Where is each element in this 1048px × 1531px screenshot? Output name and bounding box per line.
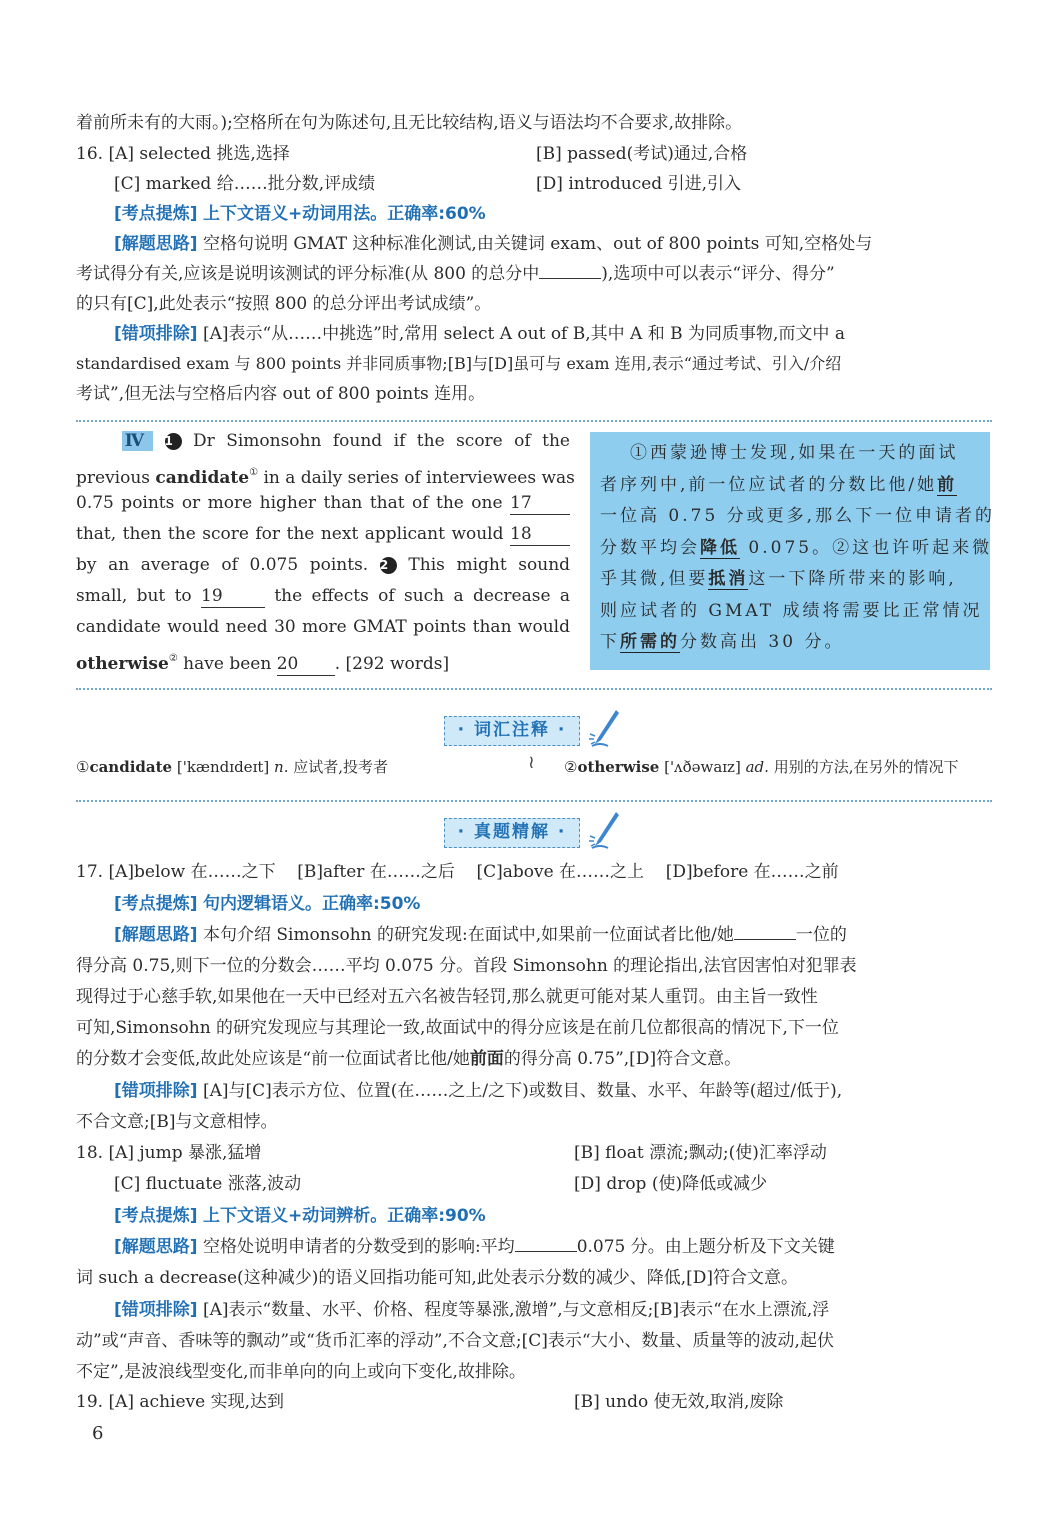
kaodian-text: 句内逻辑语义。正确率:50%: [202, 894, 421, 914]
passage-line: [76, 643, 570, 674]
gap-19: 19: [201, 585, 265, 608]
option-key: [B]: [297, 862, 323, 882]
passage-text: 0.75 points or more higher than that of the one: [76, 493, 510, 513]
q16-option-d-text: introduced 引进,引入: [568, 174, 741, 194]
option-key: [A]: [108, 1143, 134, 1163]
passage-text: by an average of 0.075 points.: [76, 555, 380, 575]
pen-icon: [586, 708, 620, 748]
q18-cuoxiang-line-3: 不定”,是波浪线型变化,而非单向的向上或向下变化,故排除。: [76, 1362, 526, 1382]
passage-line: [76, 457, 575, 488]
option-key: [B]: [574, 1392, 600, 1412]
continuation-text: 着前所未有的大雨。);空格所在句为陈述句,且无比较结构,语义与语法均不合要求,故排除。: [76, 113, 743, 133]
passage-text: have been: [177, 654, 277, 674]
vocab-word-candidate: candidate: [155, 468, 250, 488]
q16-option-c-key: [C]: [114, 174, 141, 194]
jieti-text: 的分数才会变低,故此处应该是“前一位面试者比他/她: [76, 1049, 470, 1069]
translation-text: 分数高出 30 分。: [680, 632, 845, 652]
wave-separator-icon: ≀: [528, 752, 535, 773]
cuoxiang-label: [错项排除]: [114, 1300, 198, 1320]
option-key: [C]: [476, 862, 503, 882]
option-key: [A]: [108, 1392, 134, 1412]
q17-jieti-line-5: [76, 1044, 741, 1074]
vocab-marker: ①: [76, 758, 90, 776]
q17-jieti-line-1: [114, 920, 847, 950]
gap-20: 20: [277, 653, 335, 676]
passage-text: . [292 words]: [334, 654, 450, 674]
q16-option-d-key: [D]: [536, 174, 563, 194]
q17-jieti-line-4: 可知,Simonsohn 的研究发现应与其理论一致,故面试中的得分应该是在前几位都很高的情况下,下一位: [76, 1018, 839, 1038]
q19-number: 19.: [76, 1392, 104, 1412]
q16-option-a-text: selected 挑选,选择: [139, 144, 290, 164]
passage-line: [76, 550, 570, 581]
dotted-divider: [76, 420, 992, 422]
translation-line: 则应试者的 GMAT 成绩将需要比正常情况: [600, 600, 983, 621]
passage-line: [76, 488, 570, 519]
option-key: [A]: [108, 862, 134, 882]
option-text: drop (使)降低或减少: [606, 1174, 768, 1194]
footnote-marker: ②: [168, 653, 178, 664]
q16-jieti-line-1: [114, 229, 872, 259]
cuoxiang-text: [A]表示“从……中挑选”时,常用 select A out of B,其中 A 和 B 为同质事物,而文中 a: [202, 324, 845, 344]
translation-text: 这一下降所带来的影响,: [748, 569, 957, 589]
option-text: float 漂流;飘动;(使)汇率浮动: [605, 1143, 827, 1163]
vocab-entry-candidate: [76, 756, 388, 777]
q17-jieti-line-3: 现得过于心慈手软,如果他在一天中已经对五六名被告轻罚,那么就更可能对某人重罚。由主旨一致性: [76, 987, 818, 1007]
jieti-emphasis: 前面: [469, 1049, 504, 1069]
q18-number: 18.: [76, 1143, 104, 1163]
q17-options: [76, 857, 839, 887]
passage-text: This might sound: [408, 555, 571, 575]
passage-text: the effects of such a decrease a: [265, 586, 570, 606]
q18-option-d: [574, 1169, 767, 1199]
vocab-section-badge: · 词汇注释 ·: [444, 716, 580, 746]
passage-text: that, then the score for the next applicant would: [76, 524, 510, 544]
passage-text: candidate would need 30 more GMAT points than would: [76, 617, 570, 637]
translation-line: 一位高 0.75 分或更多,那么下一位申请者的: [600, 506, 996, 526]
translation-text: 0.075。②这也许听起来微: [748, 537, 993, 558]
translation-line: [600, 564, 980, 596]
q16-option-d: [536, 169, 741, 199]
translation-highlight: 前: [937, 474, 958, 495]
vocab-word-otherwise: otherwise: [76, 654, 169, 674]
option-text: achieve 实现,达到: [139, 1392, 284, 1412]
q16-option-b-key: [B]: [536, 144, 562, 164]
q19-row-1: [76, 1387, 284, 1417]
option-key: [D]: [665, 862, 693, 882]
q18-jieti-line-2: 词 such a decrease(这种减少)的语义回指功能可知,此处表示分数的减少、降低,[D]符合文意。: [76, 1268, 799, 1288]
vocab-pos: ad.: [745, 758, 769, 776]
q18-option-b: [574, 1138, 827, 1168]
q16-cuoxiang-line-2: standardised exam 与 800 points 并非同质事物;[B]与[D]虽可与 exam 连用,表示“通过考试、引入/介绍: [76, 354, 842, 373]
translation-highlight: 所需的: [620, 632, 680, 652]
vocab-word: candidate: [89, 758, 173, 776]
q18-cuoxiang-line-1: [114, 1295, 829, 1325]
gap-17: 17: [510, 492, 570, 515]
jieti-text: 一位的: [795, 925, 847, 945]
page-number: 6: [92, 1423, 104, 1444]
translation-line: [600, 533, 993, 565]
passage-line: [76, 519, 570, 550]
option-text: jump 暴涨,猛增: [139, 1143, 262, 1163]
q16-kaodian: [114, 199, 486, 229]
sentence-marker-1: 1: [165, 433, 182, 450]
answer-blank: [539, 260, 601, 279]
q17-cuoxiang-line-2: 不合文意;[B]与文意相悖。: [76, 1112, 278, 1132]
passage-text: small, but to: [76, 586, 201, 606]
analysis-section-badge: · 真题精解 ·: [444, 818, 580, 848]
option-text: before 在……之前: [692, 862, 839, 882]
option-text: after 在……之后: [322, 862, 455, 882]
kaodian-text: 上下文语义+动词用法。正确率:60%: [202, 204, 486, 224]
sentence-marker-2: 2: [380, 557, 397, 574]
q17-number: 17.: [76, 862, 104, 882]
vocab-ipa: ['ʌðəwaɪz]: [664, 758, 741, 776]
pen-icon: [586, 810, 620, 850]
q19-option-b: [574, 1387, 783, 1417]
jieti-label: [解题思路]: [114, 234, 198, 254]
q17-cuoxiang-line-1: [114, 1076, 842, 1106]
option-key: [B]: [574, 1143, 600, 1163]
jieti-text: ),选项中可以表示“评分、得分”: [601, 264, 835, 284]
passage-text: in a daily series of interviewees was: [258, 468, 575, 488]
option-text: above 在……之上: [502, 862, 645, 882]
section-numeral: Ⅳ: [122, 431, 153, 451]
option-text: below 在……之下: [134, 862, 276, 882]
translation-text: 乎其微,但要: [600, 569, 709, 589]
cuoxiang-text: [A]与[C]表示方位、位置(在……之上/之下)或数目、数量、水平、年龄等(超过/低于),: [202, 1081, 843, 1101]
vocab-marker: ②: [564, 758, 578, 776]
passage-text: previous: [76, 468, 156, 488]
q18-row-1: [76, 1138, 261, 1168]
q16-option-c-text: marked 给……批分数,评成绩: [145, 174, 376, 194]
jieti-text: 0.075 分。由上题分析及下文关键: [576, 1237, 835, 1257]
jieti-label: [解题思路]: [114, 925, 198, 945]
vocab-meaning: 用别的方法,在另外的情况下: [773, 758, 959, 776]
jieti-label: [解题思路]: [114, 1237, 198, 1257]
cuoxiang-label: [错项排除]: [114, 324, 198, 344]
q16-jieti-line-2: [76, 259, 835, 289]
translation-highlight: 抵消: [708, 569, 749, 589]
q17-jieti-line-2: 得分高 0.75,则下一位的分数会……平均 0.075 分。首段 Simonsohn 的理论指出,法官因害怕对犯罪表: [76, 956, 857, 976]
q16-jieti-line-3: 的只有[C],此处表示“按照 800 的总分评出考试成绩”。: [76, 294, 492, 314]
option-text: undo 使无效,取消,废除: [605, 1392, 784, 1412]
vocab-pos: n.: [274, 758, 289, 776]
translation-line: [600, 627, 980, 659]
jieti-text: 空格句说明 GMAT 这种标准化测试,由关键词 exam、out of 800 points 可知,空格处与: [202, 234, 873, 254]
q16-option-a-key: [A]: [108, 144, 134, 164]
translation-text: 分数平均会: [600, 537, 700, 558]
dotted-divider: [76, 688, 992, 690]
translation-box: [590, 432, 996, 670]
jieti-text: 本句介绍 Simonsohn 的研究发现:在面试中,如果前一位面试者比他/她: [202, 925, 734, 945]
q18-cuoxiang-line-2: 动”或“声音、香味等的飘动”或“货币汇率的浮动”,不合文意;[C]表示“大小、数量、质量等的波动,起伏: [76, 1331, 834, 1351]
translation-line: ①西蒙逊博士发现,如果在一天的面试: [630, 443, 959, 463]
q16-option-c: [114, 169, 375, 199]
passage-line: [76, 426, 570, 457]
jieti-text: 考试得分有关,应该是说明该测试的评分标准(从 800 的总分中: [76, 264, 540, 284]
jieti-text: 的得分高 0.75”,[D]符合文意。: [503, 1049, 742, 1069]
q17-kaodian: [114, 889, 420, 919]
answer-blank: [515, 1233, 577, 1252]
cuoxiang-label: [错项排除]: [114, 1081, 198, 1101]
vocab-ipa: ['kændɪdeɪt]: [176, 758, 270, 776]
q16-row-1: [76, 139, 290, 169]
vocab-meaning: 应试者,投考者: [293, 758, 389, 776]
footnote-marker: ①: [249, 467, 259, 478]
kaodian-label: [考点提炼]: [114, 1206, 198, 1226]
q16-option-b-text: passed(考试)通过,合格: [567, 144, 748, 164]
passage-line: [76, 612, 570, 643]
passage-text: Dr Simonsohn found if the score of the: [193, 431, 570, 451]
q16-cuoxiang-line-1: [114, 319, 845, 349]
option-text: fluctuate 涨落,波动: [145, 1174, 302, 1194]
passage-line: [76, 581, 570, 612]
dotted-divider: [76, 800, 992, 802]
option-key: [C]: [114, 1174, 141, 1194]
gap-18: 18: [510, 523, 570, 546]
q18-kaodian: [114, 1201, 486, 1231]
q16-number: 16.: [76, 144, 104, 164]
jieti-text: 空格处说明申请者的分数受到的影响:平均: [202, 1237, 515, 1257]
q18-option-c: [114, 1169, 301, 1199]
translation-highlight: 降低: [700, 537, 740, 558]
passage-paragraph: [76, 426, 575, 674]
answer-blank: [734, 921, 796, 940]
kaodian-label: [考点提炼]: [114, 204, 198, 224]
q18-jieti-line-1: [114, 1232, 835, 1262]
translation-text: 下: [600, 632, 620, 652]
cuoxiang-text: [A]表示“数量、水平、价格、程度等暴涨,激增”,与文意相反;[B]表示“在水上漂流,浮: [202, 1300, 830, 1320]
q16-cuoxiang-line-3: 考试”,但无法与空格后内容 out of 800 points 连用。: [76, 384, 486, 404]
option-key: [D]: [574, 1174, 601, 1194]
q16-option-b: [536, 139, 747, 169]
translation-text: 者序列中,前一位应试者的分数比他/她: [600, 474, 938, 495]
vocab-word: otherwise: [577, 758, 660, 776]
kaodian-text: 上下文语义+动词辨析。正确率:90%: [202, 1206, 486, 1226]
kaodian-label: [考点提炼]: [114, 894, 198, 914]
translation-line: [600, 470, 980, 502]
vocab-entry-otherwise: [564, 756, 959, 777]
